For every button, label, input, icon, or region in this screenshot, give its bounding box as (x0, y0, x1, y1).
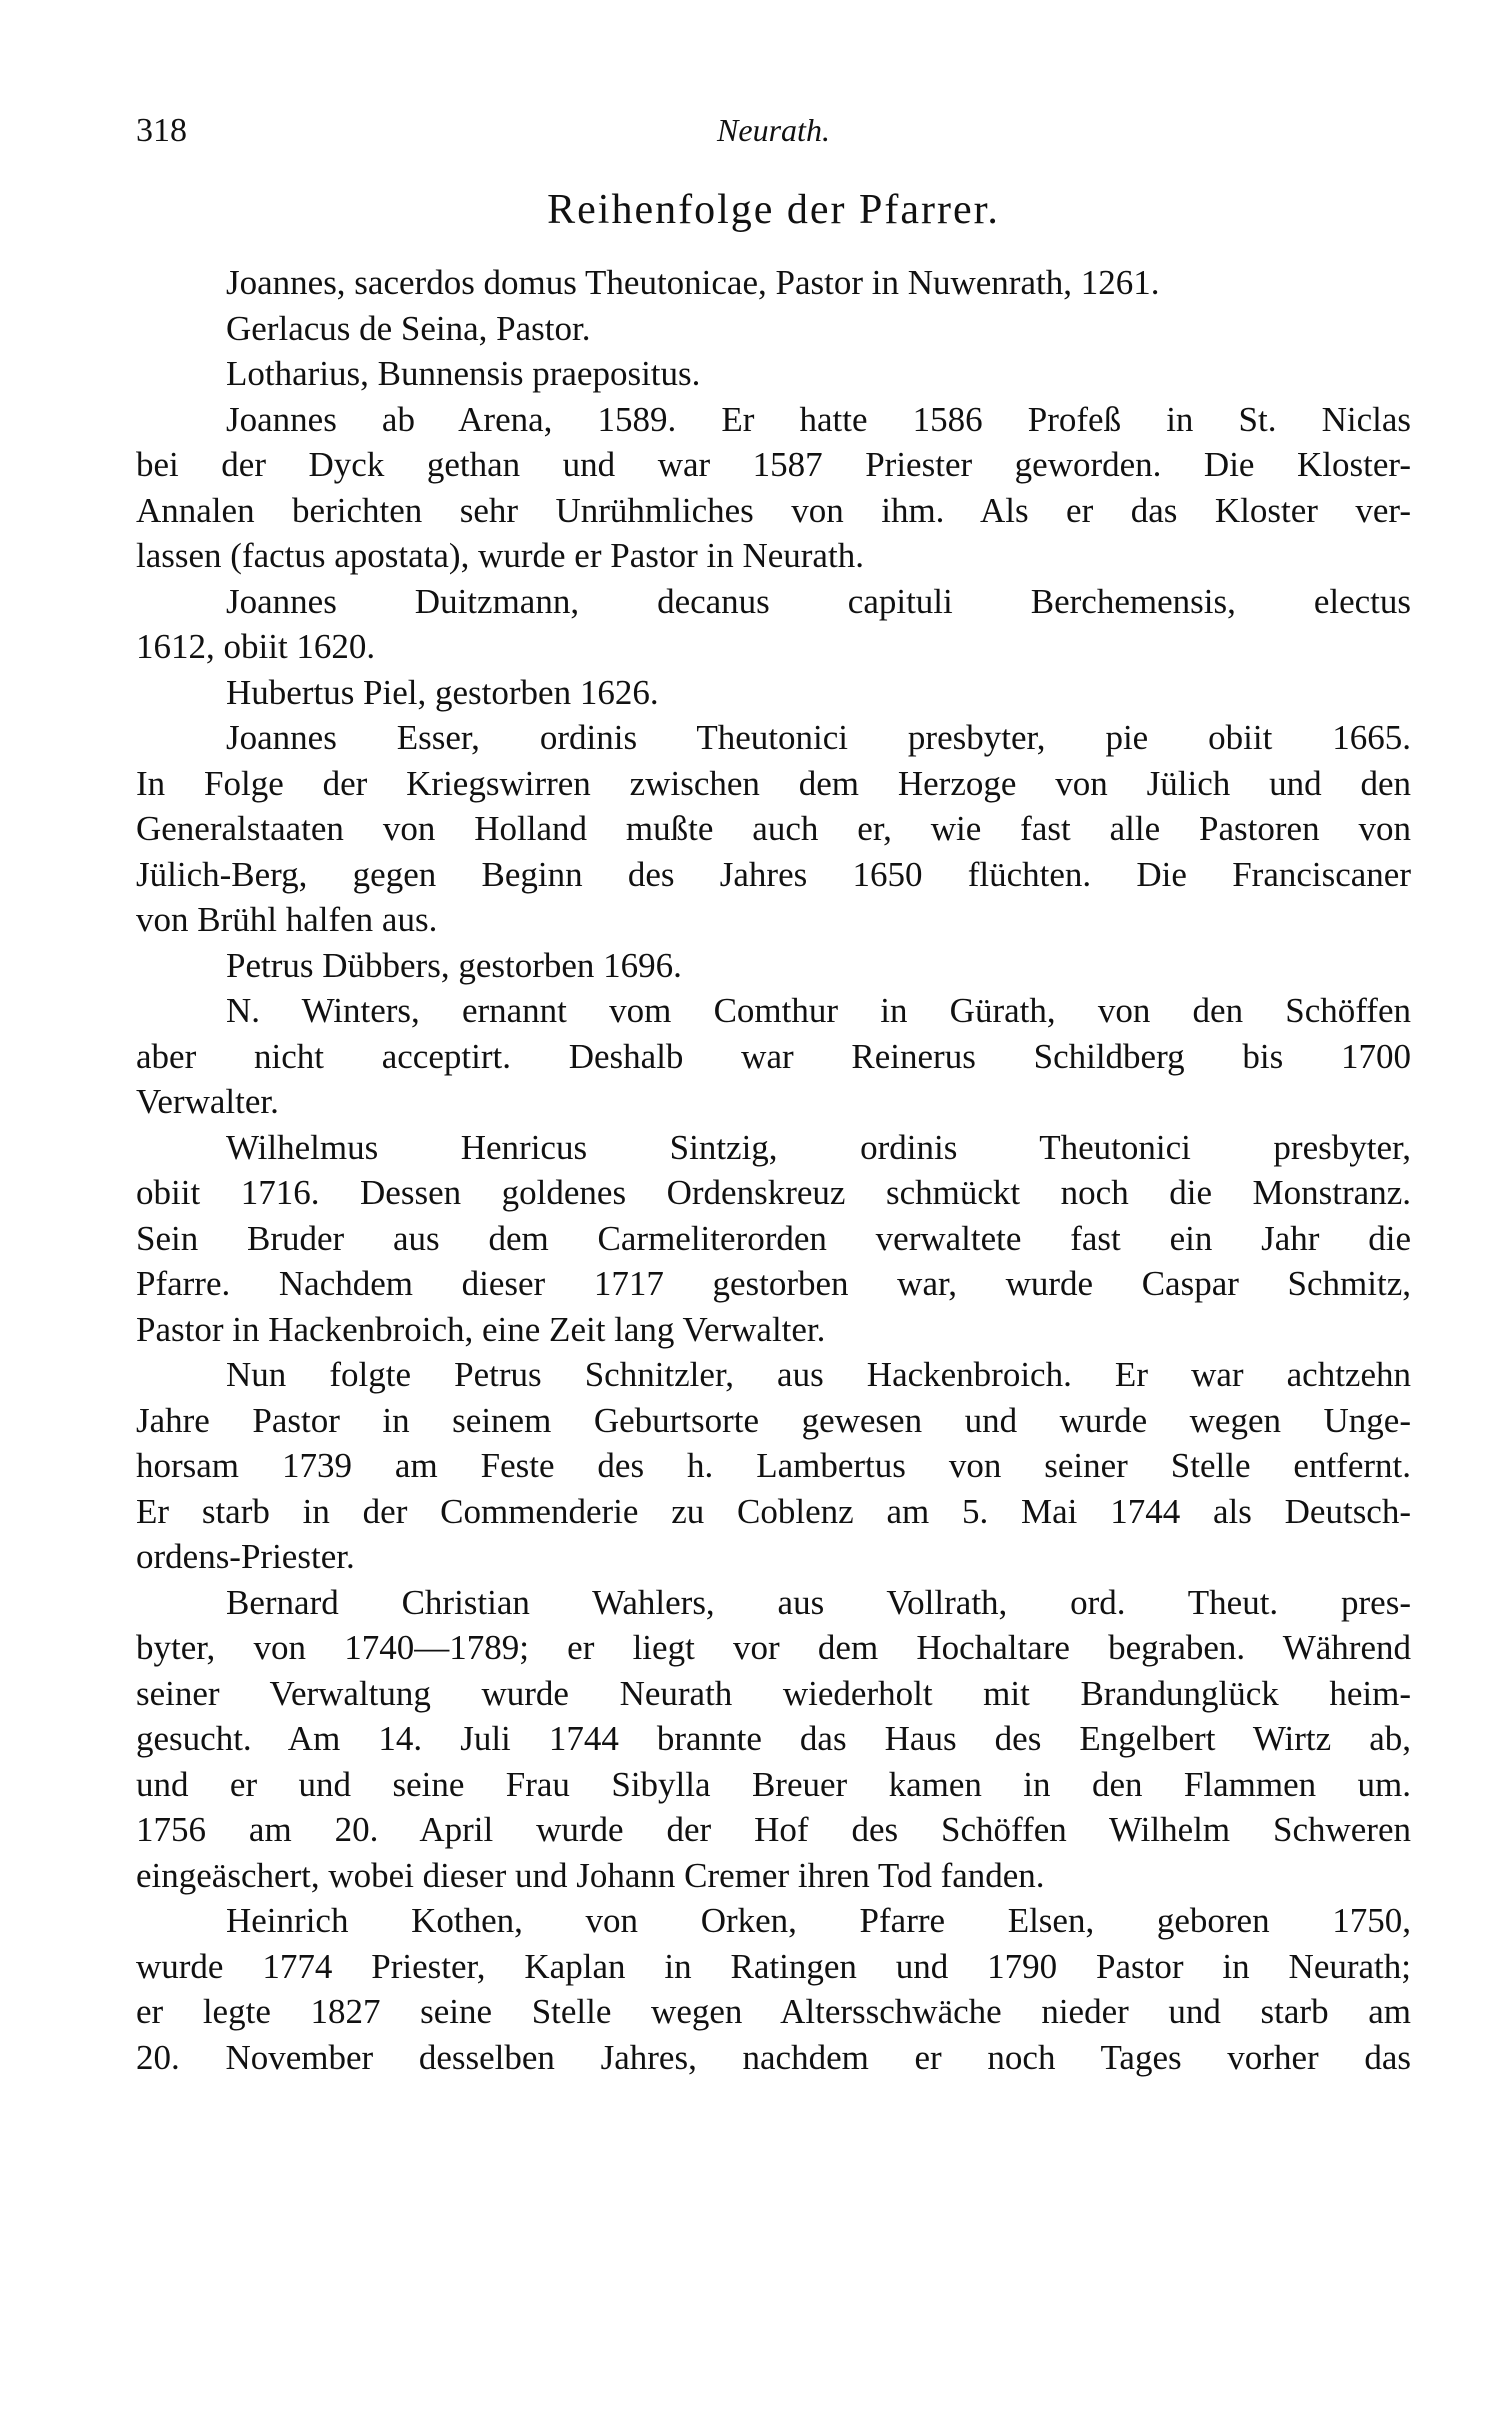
paragraph (136, 1898, 1411, 2080)
text-line: 1612, obiit 1620. (136, 627, 376, 666)
text-line: In Folge der Kriegswirren zwischen dem Herzoge von Jülich und den (136, 763, 1411, 803)
section-title: Reihenfolge der Pfarrer. (547, 187, 1000, 233)
paragraph (136, 306, 1411, 352)
text-line: Generalstaaten von Holland mußte auch er, wie fast alle Pastoren von (136, 809, 1411, 848)
running-head (136, 112, 1411, 160)
text-line: wurde 1774 Priester, Kaplan in Ratingen und 1790 Pastor in Neurath; (136, 1946, 1411, 1986)
text-line: ordens-Priester. (136, 1537, 355, 1576)
running-title: Neurath. (717, 112, 830, 148)
text-line: byter, von 1740—1789; er liegt vor dem Hochaltare begraben. Während (136, 1628, 1411, 1667)
text-line: Annalen berichten sehr Unrühmliches von ihm. Als er das Kloster ver- (136, 490, 1411, 530)
text-line: Hubertus Piel, gestorben 1626. (226, 672, 659, 712)
text-line: obiit 1716. Dessen goldenes Ordenskreuz schmückt noch die Monstranz. (136, 1173, 1411, 1212)
paragraph (136, 670, 1411, 716)
paragraph (136, 351, 1411, 397)
text-line: Petrus Dübbers, gestorben 1696. (226, 945, 682, 985)
text-line: Er starb in der Commenderie zu Coblenz am 5. Mai 1744 als Deutsch- (136, 1491, 1411, 1531)
text-line: aber nicht acceptirt. Deshalb war Reinerus Schildberg bis 1700 (136, 1036, 1411, 1076)
body-text (136, 260, 1411, 2080)
text-line: N. Winters, ernannt vom Comthur in Gürath, von den Schöffen (226, 991, 1411, 1030)
text-line: Nun folgte Petrus Schnitzler, aus Hackenbroich. Er war achtzehn (226, 1355, 1411, 1394)
text-line: lassen (factus apostata), wurde er Pastor in Neurath. (136, 536, 864, 575)
text-line: Heinrich Kothen, von Orken, Pfarre Elsen, geboren 1750, (226, 1901, 1411, 1940)
text-line: Pfarre. Nachdem dieser 1717 gestorben war, wurde Caspar Schmitz, (136, 1264, 1411, 1303)
paragraph (136, 397, 1411, 579)
text-line: horsam 1739 am Feste des h. Lambertus von seiner Stelle entfernt. (136, 1446, 1411, 1485)
text-line: Verwalter. (136, 1082, 279, 1121)
text-line: und er und seine Frau Sibylla Breuer kamen in den Flammen um. (136, 1764, 1411, 1804)
text-line: 1756 am 20. April wurde der Hof des Schöffen Wilhelm Schweren (136, 1810, 1411, 1849)
paragraph (136, 715, 1411, 943)
paragraph (136, 943, 1411, 989)
paragraph (136, 260, 1411, 306)
text-line: Bernard Christian Wahlers, aus Vollrath, ord. Theut. pres- (226, 1582, 1411, 1622)
text-line: Joannes Duitzmann, decanus capituli Berchemensis, electus (226, 581, 1411, 621)
text-line: eingeäschert, wobei dieser und Johann Cremer ihren Tod fanden. (136, 1855, 1045, 1895)
paragraph (136, 988, 1411, 1125)
text-line: Sein Bruder aus dem Carmeliterorden verwaltete fast ein Jahr die (136, 1218, 1411, 1258)
paragraph (136, 1580, 1411, 1899)
text-line: Jahre Pastor in seinem Geburtsorte gewesen und wurde wegen Unge- (136, 1400, 1411, 1440)
text-line: Wilhelmus Henricus Sintzig, ordinis Theutonici presbyter, (226, 1127, 1411, 1167)
text-line: Joannes, sacerdos domus Theutonicae, Pastor in Nuwenrath, 1261. (226, 263, 1160, 302)
text-line: 20. November desselben Jahres, nachdem er noch Tages vorher das (136, 2037, 1411, 2077)
text-line: gesucht. Am 14. Juli 1744 brannte das Haus des Engelbert Wirtz ab, (136, 1719, 1411, 1758)
text-line: er legte 1827 seine Stelle wegen Altersschwäche nieder und starb am (136, 1992, 1411, 2031)
paragraph (136, 1352, 1411, 1580)
paragraph (136, 1125, 1411, 1353)
text-line: Pastor in Hackenbroich, eine Zeit lang Verwalter. (136, 1309, 826, 1349)
text-line: Joannes ab Arena, 1589. Er hatte 1586 Profeß in St. Niclas (226, 399, 1411, 439)
text-line: von Brühl halfen aus. (136, 900, 438, 939)
text-line: Gerlacus de Seina, Pastor. (226, 308, 591, 348)
text-line: Lotharius, Bunnensis praepositus. (226, 354, 701, 393)
text-line: Joannes Esser, ordinis Theutonici presbyter, pie obiit 1665. (226, 718, 1411, 757)
text-line: Jülich-Berg, gegen Beginn des Jahres 1650 flüchten. Die Franciscaner (136, 854, 1411, 894)
paragraph (136, 579, 1411, 670)
text-line: bei der Dyck gethan und war 1587 Priester geworden. Die Kloster- (136, 445, 1411, 484)
page-number: 318 (136, 112, 187, 149)
text-line: seiner Verwaltung wurde Neurath wiederholt mit Brandunglück heim- (136, 1673, 1411, 1713)
